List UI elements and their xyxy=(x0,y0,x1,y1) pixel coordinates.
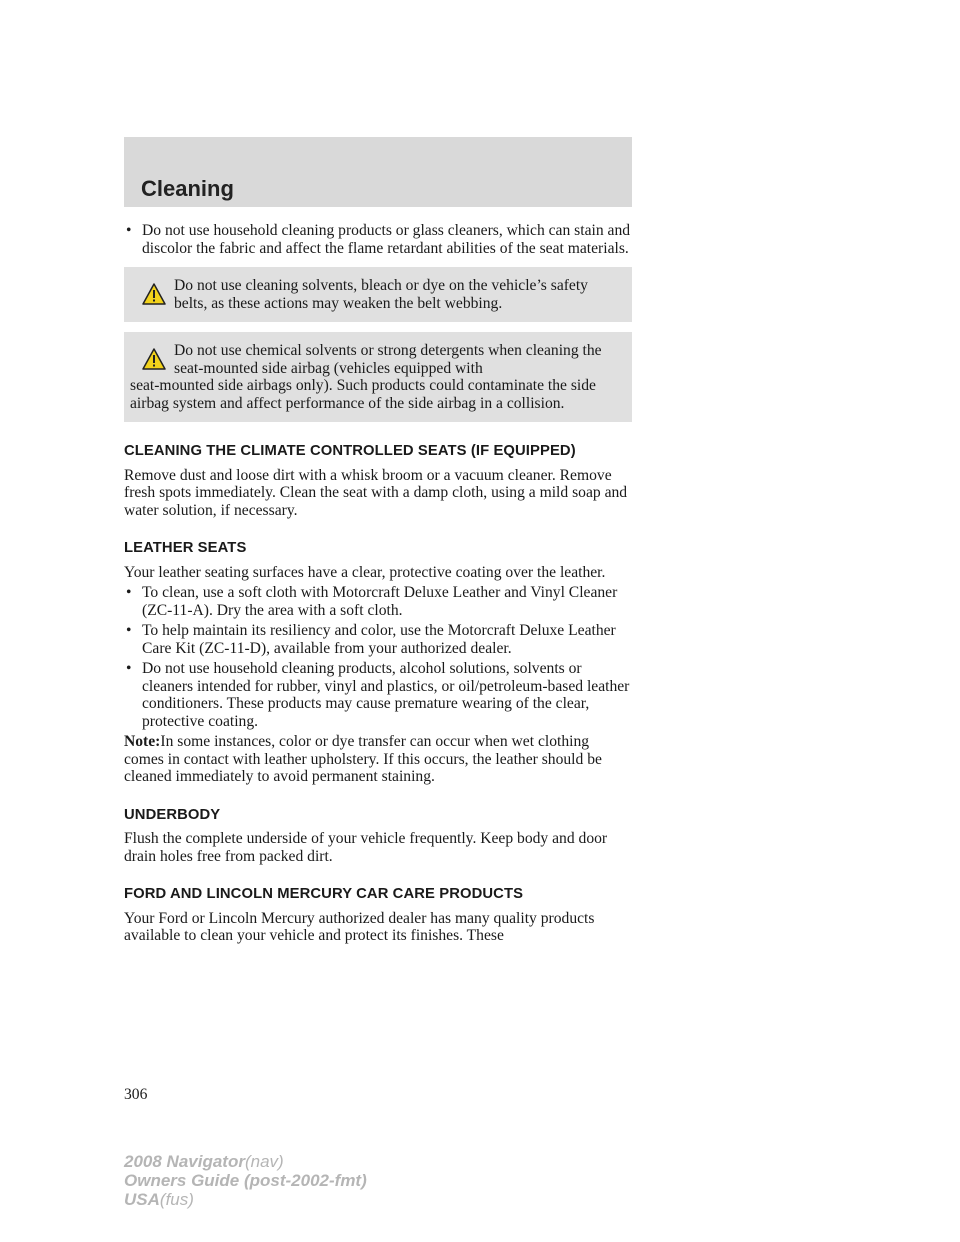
footer-doc-info xyxy=(124,1152,367,1209)
section-title: Cleaning xyxy=(141,176,234,201)
warning-box-safety-belts xyxy=(124,267,632,322)
footer-guide-format: Owners Guide (post-2002-fmt) xyxy=(124,1171,367,1190)
page-content xyxy=(124,222,632,948)
bullet-item: • To help maintain its resiliency and color, use the Motorcraft Deluxe Leather Care Kit (ZC-11-D), available from your authorized dealer. xyxy=(124,622,632,657)
paragraph-leather-intro: Your leather seating surfaces have a clear, protective coating over the leather. xyxy=(124,563,606,581)
note-paragraph xyxy=(124,733,632,786)
warning-triangle-icon xyxy=(142,347,166,371)
paragraph-car-care-products: Your Ford or Lincoln Mercury authorized dealer has many quality products available to clean your vehicle and protect its finishes. These xyxy=(124,909,595,944)
heading-car-care-products: FORD AND LINCOLN MERCURY CAR CARE PRODUCTS xyxy=(124,886,524,902)
bullet-item: • Do not use household cleaning products, alcohol solutions, solvents or cleaners intended for rubber, vinyl and plastics, or oil/petroleum-based leather conditioners. These products may cause premature wearing of the clear, protective coating. xyxy=(124,660,632,730)
note-text: In some instances, color or dye transfer can occur when wet clothing comes in contact with leather upholstery. If this occurs, the leather should be cleaned immediately to avoid permanent staining. xyxy=(124,733,602,785)
paragraph-climate-seats: Remove dust and loose dirt with a whisk broom or a vacuum cleaner. Remove fresh spots immediately. Clean the seat with a damp cloth, using a mild soap and water solution, if necessary. xyxy=(124,466,628,519)
heading-underbody: UNDERBODY xyxy=(124,806,221,823)
footer-market: USA xyxy=(124,1190,160,1209)
warning-text: Do not use cleaning solvents, bleach or dye on the vehicle’s safety belts, as these actions may weaken the belt webbing. xyxy=(174,277,588,312)
heading-leather-seats: LEATHER SEATS xyxy=(124,540,247,556)
note-label: Note: xyxy=(124,733,161,750)
warning-text-first: Do not use chemical solvents or strong detergents when cleaning the seat-mounted side airbag (vehicles equipped with xyxy=(174,342,602,377)
warning-text-rest: seat-mounted side airbags only). Such products could contaminate the side airbag system and affect performance of the side airbag in a collision. xyxy=(130,377,596,412)
heading-climate-seats: CLEANING THE CLIMATE CONTROLLED SEATS (IF EQUIPPED) xyxy=(124,443,576,459)
bullet-item: • To clean, use a soft cloth with Motorcraft Deluxe Leather and Vinyl Cleaner (ZC-11-A). Dry the area with a soft cloth. xyxy=(124,584,632,619)
footer-model: 2008 Navigator xyxy=(124,1152,245,1171)
paragraph-underbody: Flush the complete underside of your vehicle frequently. Keep body and door drain holes free from packed dirt. xyxy=(124,830,608,865)
bullet-item: • Do not use household cleaning products or glass cleaners, which can stain and discolor the fabric and affect the flame retardant abilities of the seat materials. xyxy=(124,222,632,257)
warning-triangle-icon xyxy=(142,282,166,306)
page-number: 306 xyxy=(124,1086,148,1103)
footer-model-code: (nav) xyxy=(244,1152,284,1171)
warning-box-side-airbag xyxy=(124,332,632,422)
footer-market-code: (fus) xyxy=(159,1190,194,1209)
